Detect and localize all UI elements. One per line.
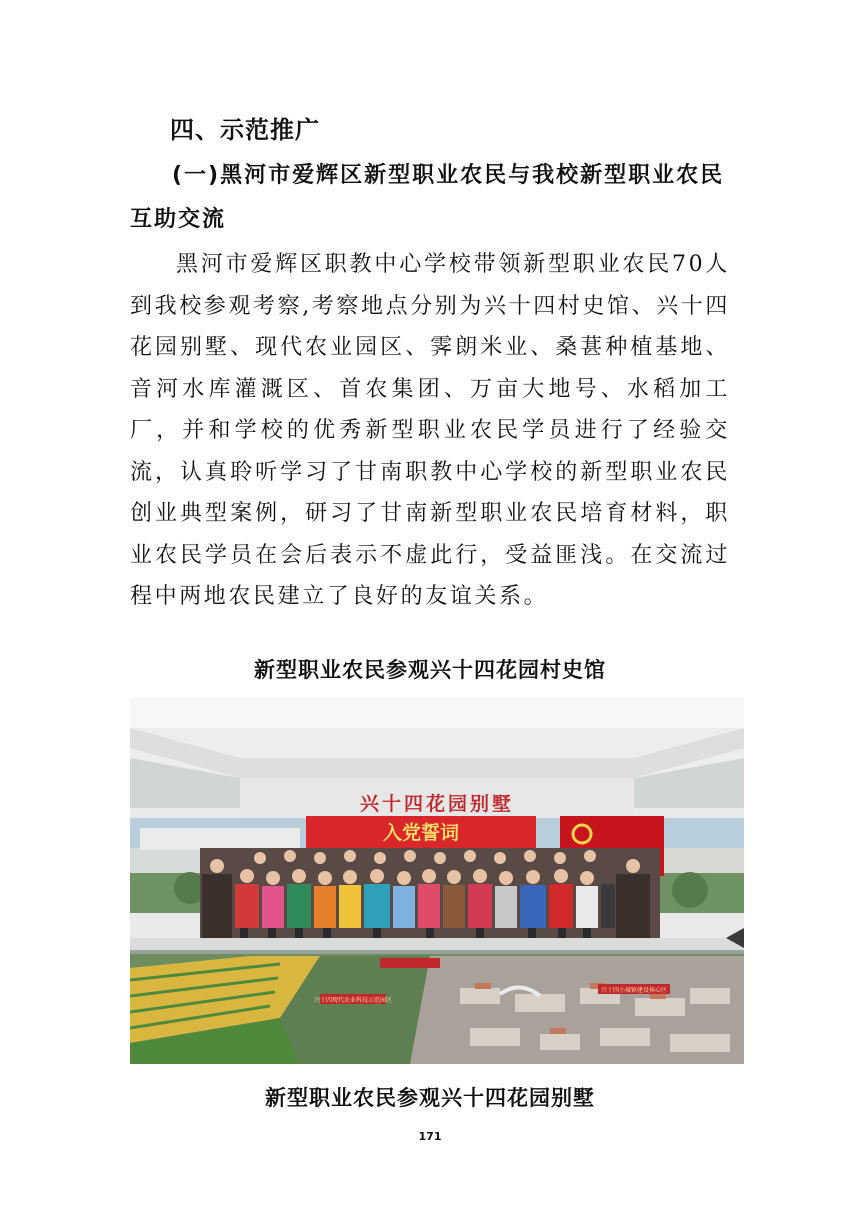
subsection-heading: (一)黑河市爱辉区新型职业农民与我校新型职业农民互助交流 bbox=[130, 163, 725, 232]
banner-title: 入党誓词 bbox=[382, 822, 460, 844]
body-paragraph: 黑河市爱辉区职教中心学校带领新型职业农民70人到我校参观考察,考察地点分别为兴十四村史馆、兴十四花园别墅、现代农业园区、霁朗米业、桑葚种植基地、音河水库灌溉区、首农集团、万亩大地号、水稻加工厂，并和学校的优秀新型职业农民学员进行了经验交流，认真聆听学习了甘南职教中心学校的新型职业农民创业典型案例，研习了甘南新型职业农民培育材料，职业农民学员在会后表示不虚此行，受益匪浅。在交流过程中两地农民建立了良好的友谊关系。 bbox=[130, 252, 730, 609]
side-sign-text: 兴十四现代农业科技示范园区 bbox=[313, 997, 393, 1004]
group-photo bbox=[130, 698, 744, 1064]
figure-caption-top: 新型职业农民参观兴十四花园村史馆 bbox=[254, 658, 606, 682]
hall-sign-text: 兴十四花园别墅 bbox=[359, 793, 515, 815]
figure-caption-bottom: 新型职业农民参观兴十四花园别墅 bbox=[265, 1086, 595, 1110]
model-label-text: 兴十四小城镇建设核心区 bbox=[600, 987, 668, 994]
section-heading: 四、示范推广 bbox=[170, 116, 320, 144]
page-number: 171 bbox=[418, 1130, 442, 1143]
group-photo-illustration bbox=[130, 698, 744, 1064]
